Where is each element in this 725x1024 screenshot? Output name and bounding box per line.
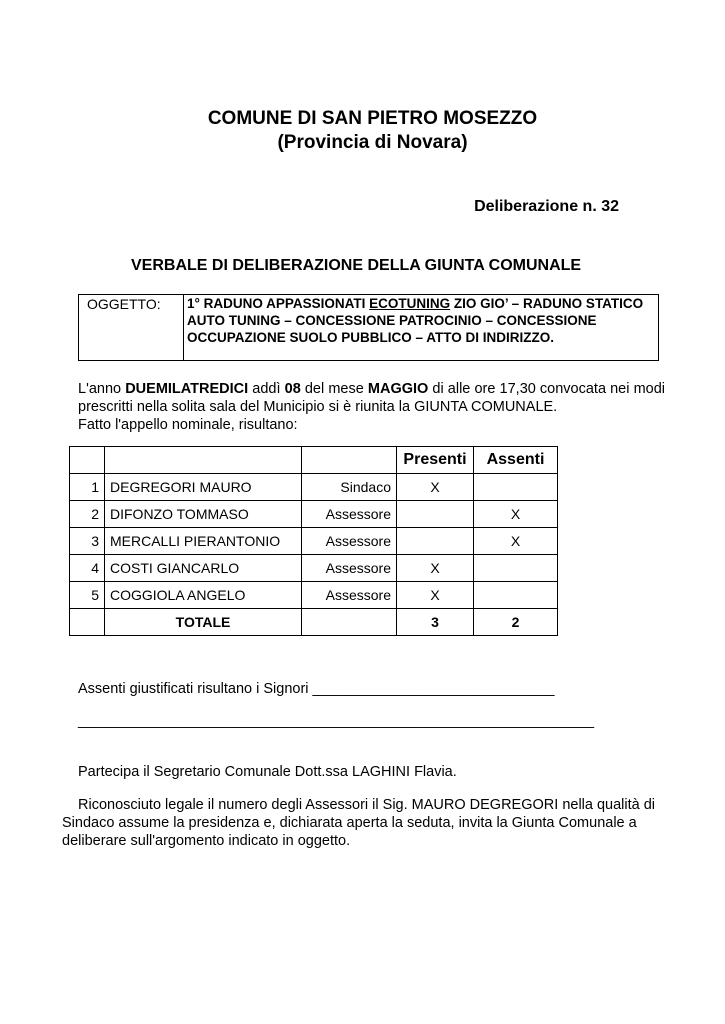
closing-paragraph: Riconosciuto legale il numero degli Assessori il Sig. MAURO DEGREGORI nella qualità di Sindaco assume la presidenza e, dichiarata aperta la seduta, invita la Giunta Comunale a deliberare sull'argomento indicato in oggetto. xyxy=(62,797,656,849)
table-header-row xyxy=(70,447,558,474)
totale-presenti: 3 xyxy=(397,609,474,636)
table-row: 5 COGGIOLA ANGELO Assessore X xyxy=(70,582,558,609)
oggetto-text: 1° RADUNO APPASSIONATI ECOTUNING ZIO GIO’ – RADUNO STATICO AUTO TUNING – CONCESSIONE PATROCINIO – CONCESSIONE OCCUPAZIONE SUOLO PUBBLICO – ATTO DI INDIRIZZO. xyxy=(187,296,644,345)
segretario-text: Partecipa il Segretario Comunale Dott.ssa LAGHINI Flavia. xyxy=(78,764,457,780)
totale-assenti: 2 xyxy=(474,609,558,636)
oggetto-box xyxy=(78,294,659,361)
appello-text: Fatto l'appello nominale, risultano: xyxy=(78,417,298,433)
header-assenti: Assenti xyxy=(474,447,558,474)
oggetto-label: OGGETTO: xyxy=(79,295,184,360)
attendance-table xyxy=(69,446,558,636)
intro-paragraph: L'anno DUEMILATREDICI addì 08 del mese MAGGIO di alle ore 17,30 convocata nei modi prescritti nella solita sala del Municipio si è riunita la GIUNTA COMUNALE. xyxy=(78,381,666,415)
ecotuning-underlined: ECOTUNING xyxy=(369,296,451,311)
totale-label: TOTALE xyxy=(105,609,302,636)
table-row: 1 DEGREGORI MAURO Sindaco X xyxy=(70,474,558,501)
comune-title: COMUNE DI SAN PIETRO MOSEZZO xyxy=(207,108,538,129)
table-row: 3 MERCALLI PIERANTONIO Assessore X xyxy=(70,528,558,555)
blank-line: ________________________________________________________________ xyxy=(78,713,595,729)
deliberazione-number: Deliberazione n. 32 xyxy=(474,198,619,215)
table-row: 2 DIFONZO TOMMASO Assessore X xyxy=(70,501,558,528)
header-presenti: Presenti xyxy=(397,447,474,474)
provincia-subtitle: (Provincia di Novara) xyxy=(277,132,468,153)
verbale-title: VERBALE DI DELIBERAZIONE DELLA GIUNTA COMUNALE xyxy=(131,257,582,274)
assenti-giustificati-line: Assenti giustificati risultano i Signori ______________________________ xyxy=(78,681,555,697)
totale-row xyxy=(70,609,558,636)
table-row: 4 COSTI GIANCARLO Assessore X xyxy=(70,555,558,582)
